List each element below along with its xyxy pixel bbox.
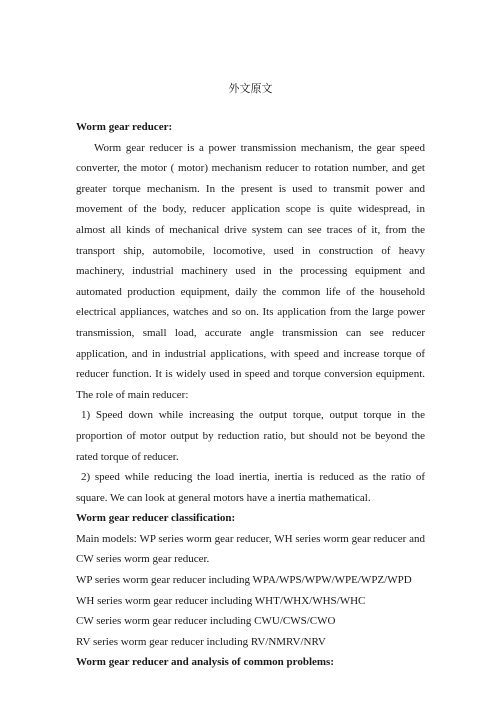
paragraph-main-models: Main models: WP series worm gear reducer, WH series worm gear reducer and CW series worm gear reducer.: [76, 532, 425, 566]
line-rv-series: RV series worm gear reducer including RV/NMRV/NRV: [76, 635, 326, 648]
document-page: [76, 82, 425, 673]
paragraph-role-2: 2) speed while reducing the load inertia, inertia is reduced as the ratio of square. We can look at general motors have a inertia mathematical.: [76, 471, 425, 504]
paragraph-role-1: 1) Speed down while increasing the output torque, output torque in the proportion of motor output by reduction ratio, but should not be beyond the rated torque of reducer.: [76, 409, 425, 463]
section-heading-classification: Worm gear reducer classification:: [76, 512, 236, 525]
document-title: 外文原文: [228, 83, 273, 95]
line-wp-series: WP series worm gear reducer including WPA/WPS/WPW/WPE/WPZ/WPD: [76, 574, 412, 587]
section-heading-worm-gear-reducer: Worm gear reducer:: [76, 121, 173, 133]
paragraph-intro: Worm gear reducer is a power transmission mechanism, the gear speed converter, the motor ( motor) mechanism reducer to rotation number, and get greater torque mechanism. In the present is used to transmit power and movement of the body, reducer application scope is quite widespread, in almost all kinds of mechanical drive system can see traces of it, from the transport ship, automobile, locomotive, used in construction of heavy machinery, industrial machinery used in the processing equipment and automated production equipment, daily the common life of the household electrical appliances, watches and so on. Its application from the large power transmission, small load, accurate angle transmission can see reducer application, and in industrial applications, with speed and increase torque of reducer function. It is widely used in speed and torque conversion equipment. The role of main reducer:: [76, 141, 425, 401]
line-cw-series: CW series worm gear reducer including CWU/CWS/CWO: [76, 615, 336, 628]
line-wh-series: WH series worm gear reducer including WHT/WHX/WHS/WHC: [76, 594, 366, 607]
section-heading-common-problems: Worm gear reducer and analysis of common problems:: [76, 656, 334, 669]
